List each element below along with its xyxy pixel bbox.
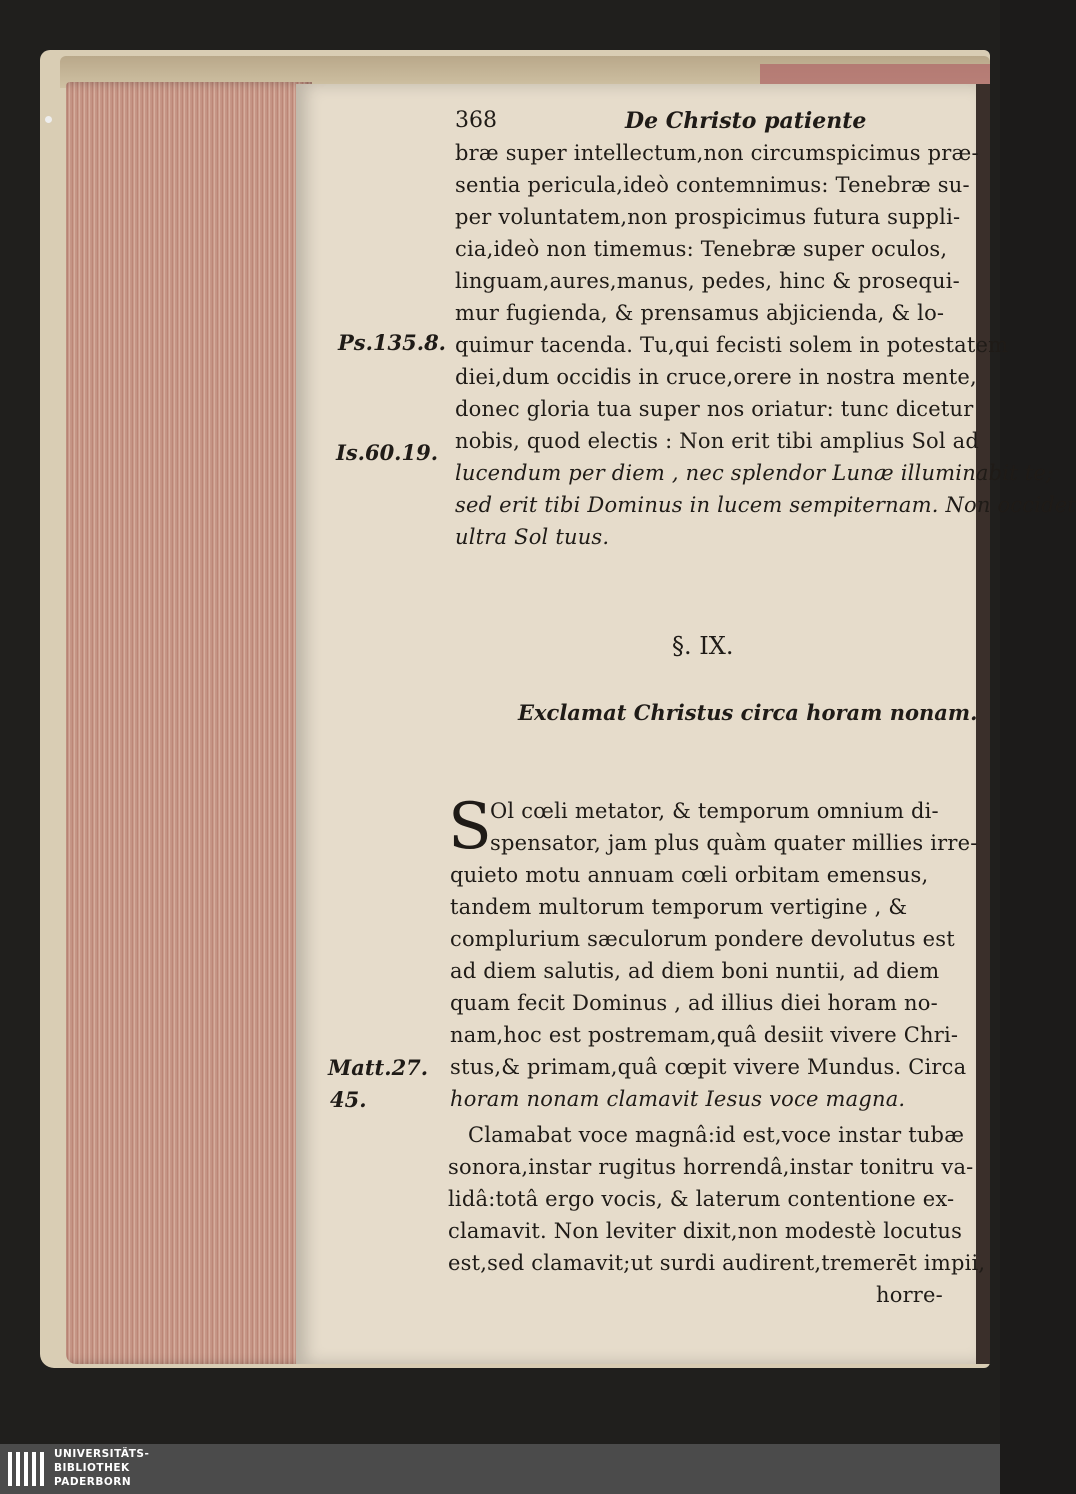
text-line: nam,hoc est postremam,quâ desiit vivere Chri- xyxy=(450,1023,959,1047)
red-edge-strip xyxy=(760,64,990,86)
text-line: Ol cœli metator, & temporum omnium di- xyxy=(490,799,939,823)
text-line: spensator, jam plus quàm quater millies irre- xyxy=(490,831,978,855)
text-line: sonora,instar rugitus horrendâ,instar tonitru va- xyxy=(448,1155,974,1179)
text-line: clamavit. Non leviter dixit,non modestè locutus xyxy=(448,1219,963,1243)
text-line: diei,dum occidis in cruce,orere in nostra mente, xyxy=(455,365,977,389)
library-name-line: UNIVERSITÄTS- xyxy=(54,1448,150,1460)
text-line: sentia pericula,ideò contemnimus: Tenebræ su- xyxy=(455,173,970,197)
library-name-line: BIBLIOTHEK xyxy=(54,1462,130,1474)
running-title: De Christo patiente xyxy=(625,108,867,134)
text-line: tandem multorum temporum vertigine , & xyxy=(450,895,908,919)
margin-note: Is.60.19. xyxy=(336,440,439,465)
text-line: bræ super intellectum,non circumspicimus præ- xyxy=(455,141,979,165)
text-line: quimur tacenda. Tu,qui fecisti solem in potestatem xyxy=(455,333,1009,357)
text-line: mur fugienda, & prensamus abjicienda, & lo- xyxy=(455,301,945,325)
text-line: ad diem salutis, ad diem boni nuntii, ad diem xyxy=(450,959,940,983)
library-name xyxy=(54,1447,149,1489)
page-number: 368 xyxy=(455,108,497,133)
section-number: §. IX. xyxy=(672,632,734,660)
text-line: complurium sæculorum pondere devolutus est xyxy=(450,927,955,951)
text-line: lucendum per diem , nec splendor Lunæ illuminabit te; xyxy=(455,461,1054,485)
margin-note: 45. xyxy=(330,1087,367,1112)
text-line: est,sed clamavit;ut surdi audirent,tremerēt impii, xyxy=(448,1251,986,1275)
margin-note: Ps.135.8. xyxy=(338,330,446,355)
text-line: quam fecit Dominus , ad illius diei horam no- xyxy=(450,991,938,1015)
text-line: Clamabat voce magnâ:id est,voce instar tubæ xyxy=(468,1123,965,1147)
scan-marker-dot xyxy=(45,116,52,123)
text-line: horam nonam clamavit Iesus voce magna. xyxy=(450,1087,906,1111)
text-line: per voluntatem,non prospicimus futura suppli- xyxy=(455,205,961,229)
page-right-shadow xyxy=(976,84,990,1364)
text-line: ultra Sol tuus. xyxy=(455,525,610,549)
text-line: quieto motu annuam cœli orbitam emensus, xyxy=(450,863,929,887)
text-line: horre- xyxy=(876,1283,943,1307)
margin-note: Matt.27. xyxy=(328,1055,429,1080)
section-heading: Exclamat Christus circa horam nonam. xyxy=(518,700,978,725)
text-line: linguam,aures,manus, pedes, hinc & prosequi- xyxy=(455,269,960,293)
text-line: donec gloria tua super nos oriatur: tunc dicetur xyxy=(455,397,974,421)
library-logo-icon xyxy=(8,1452,48,1486)
library-name-line: PADERBORN xyxy=(54,1476,132,1488)
text-line: lidâ:totâ ergo vocis, & laterum contentione ex- xyxy=(448,1187,955,1211)
text-line: sed erit tibi Dominus in lucem sempiternam. Non occidet xyxy=(455,493,1076,517)
text-line: nobis, quod electis : Non erit tibi amplius Sol ad xyxy=(455,429,980,453)
book-fore-edge xyxy=(66,82,312,1364)
text-line: stus,& primam,quâ cœpit vivere Mundus. Circa xyxy=(450,1055,967,1079)
library-footer xyxy=(0,1444,1000,1494)
drop-cap: S xyxy=(448,790,492,864)
text-line: cia,ideò non timemus: Tenebræ super oculos, xyxy=(455,237,948,261)
